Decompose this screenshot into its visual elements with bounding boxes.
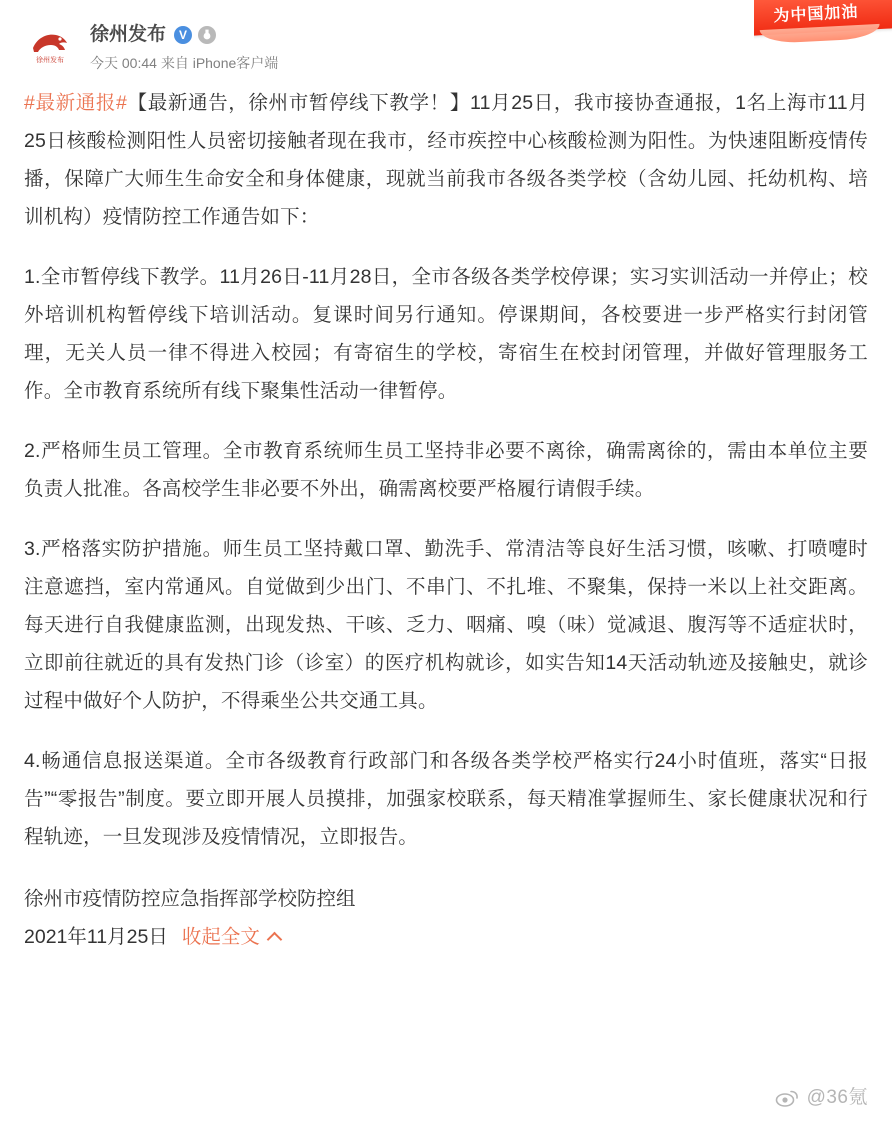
watermark-text: @36氪 bbox=[806, 1087, 868, 1108]
ribbon-label: 为中国加油 bbox=[773, 3, 859, 26]
avatar-logo-label: 徐州发布 bbox=[36, 57, 64, 64]
paragraph-5: 4.畅通信息报送渠道。全市各级教育行政部门和各级各类学校严格实行24小时值班，落实“日报告”“零报告”制度。要立即开展人员摸排，加强家校联系，每天精准掌握师生、家长健康状况和行程轨迹，一旦发现涉及疫情情况，立即报告。 bbox=[24, 750, 868, 848]
chevron-up-icon bbox=[267, 931, 283, 947]
signature-line: 徐州市疫情防控应急指挥部学校防控组 bbox=[24, 888, 356, 910]
name-line bbox=[90, 23, 278, 47]
account-name[interactable]: 徐州发布 bbox=[90, 24, 167, 45]
paragraph-1-text: 【最新通告，徐州市暂停线下教学！】11月25日，我市接协查通报，1名上海市11月25日核酸检测阳性人员密切接触者现在我市，经市疾控中心核酸检测为阳性。为快速阻断疫情传播，保障广大师生生命安全和身体健康，现就当前我市各级各类学校（含幼儿园、托幼机构、培训机构）疫情防控工作通告如下： bbox=[24, 92, 868, 228]
watermark bbox=[775, 1086, 868, 1110]
collapse-label: 收起全文 bbox=[181, 926, 260, 948]
collapse-full-text-button[interactable] bbox=[182, 918, 280, 956]
paragraph-1 bbox=[24, 84, 868, 236]
post-meta: 今天 00:44 来自 iPhone客户端 bbox=[90, 55, 279, 71]
verified-badge-icon: V bbox=[174, 26, 192, 44]
paragraph-3: 2.严格师生员工管理。全市教育系统师生员工坚持非必要不离徐，确需离徐的，需由本单位主要负责人批准。各高校学生非必要不外出，确需离校要严格履行请假手续。 bbox=[24, 440, 868, 500]
weibo-eye-icon bbox=[775, 1088, 799, 1108]
footer-row bbox=[24, 918, 868, 956]
post-content bbox=[24, 84, 868, 856]
post-header-text bbox=[90, 22, 278, 73]
post-header bbox=[24, 22, 868, 74]
medal-icon bbox=[198, 26, 216, 44]
avatar[interactable] bbox=[24, 22, 76, 74]
topic-link[interactable]: #最新通报# bbox=[24, 92, 128, 114]
promo-ribbon-badge bbox=[754, 0, 892, 50]
post-footer bbox=[24, 880, 868, 956]
post-date: 2021年11月25日 bbox=[24, 926, 168, 948]
paragraph-2: 1.全市暂停线下教学。11月26日-11月28日，全市各级各类学校停课；实习实训活动一并停止；校外培训机构暂停线下培训活动。复课时间另行通知。停课期间，各校要进一步严格实行封闭管理，无关人员一律不得进入校园；有寄宿生的学校，寄宿生在校封闭管理，并做好管理服务工作。全市教育系统所有线下聚集性活动一律暂停。 bbox=[24, 266, 868, 402]
paragraph-4: 3.严格落实防护措施。师生员工坚持戴口罩、勤洗手、常清洁等良好生活习惯，咳嗽、打喷嚏时注意遮挡，室内常通风。自觉做到少出门、不串门、不扎堆、不聚集，保持一米以上社交距离。每天进行自我健康监测，出现发热、干咳、乏力、咽痛、嗅（味）觉减退、腹泻等不适症状时，立即前往就近的具有发热门诊（诊室）的医疗机构就诊，如实告知14天活动轨迹及接触史，就诊过程中做好个人防护，不得乘坐公共交通工具。 bbox=[24, 538, 868, 712]
avatar-logo-icon bbox=[29, 30, 71, 56]
